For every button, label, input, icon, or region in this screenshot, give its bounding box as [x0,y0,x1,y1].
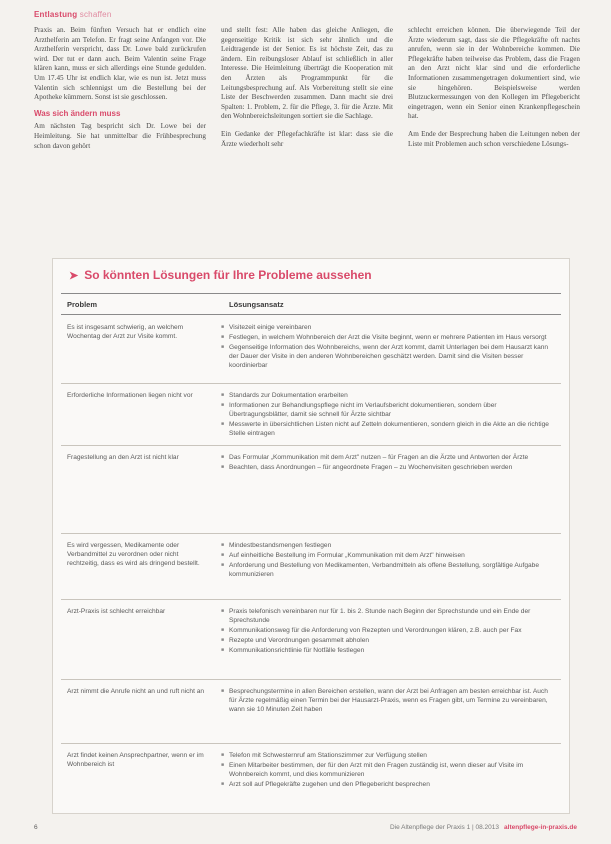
article-column-3 [408,26,580,149]
solution-list [221,751,555,790]
solution-item: ■ Festlegen, in welchem Wohnbereich der Arzt die Visite beginnt, wenn er mehrere Patienten im Haus versorgt [221,333,555,342]
table-row [61,679,561,744]
solution-item: ■ Auf einheitliche Bestellung im Formular „Kommunikation mit dem Arzt" hinweisen [221,551,555,560]
solution-item: ■ Telefon mit Schwesternruf am Stationszimmer zur Verfügung stellen [221,751,555,760]
section-label-sub: schaffen [79,10,112,19]
table-row [61,315,561,384]
article-column-2 [221,26,393,149]
solution-item: ■ Besprechungstermine in allen Bereichen erstellen, wann der Arzt bei Anfragen am besten erreichbar ist. Auch für Ärzte regelmäßig einen Termin bei der Hausarzt-Praxis, wenn es Fragen gibt, um Termine zu vereinbaren, wann sie 10 Minuten Zeit haben [221,687,555,714]
problem-cell: Es ist insgesamt schwierig, an welchem Wochentag der Arzt zur Visite kommt. [67,324,184,340]
table-header [61,293,561,315]
article-subheading: Was sich ändern muss [34,108,121,118]
article-paragraph: Am Ende der Besprechung haben die Leitungen neben der Liste mit Problemen auch schon verschiedene Lösungs- [408,129,580,148]
solution-list [221,541,555,580]
solution-item: ■ Visitezeit einige vereinbaren [221,323,555,332]
solution-item: ■ Anforderung und Bestellung von Medikamenten, Verbandmitteln als offene Bestellung, sorgfältige Aufgabe kommunizieren [221,561,555,579]
problem-cell: Erforderliche Informationen liegen nicht vor [67,392,193,399]
solution-item: ■ Kommunikationsweg für die Anforderung von Rezepten und Verordnungen klären, z.B. auch per Fax [221,626,555,635]
solution-list [221,687,555,715]
table-row [61,383,561,446]
section-label [34,10,111,19]
problem-cell: Es wird vergessen, Medikamente oder Verbandmittel zu verordnen oder nicht rechtzeitig, dass es wird als dringend bestellt. [67,542,200,567]
problem-cell: Fragestellung an den Arzt ist nicht klar [67,454,179,461]
box-title-text: So könnten Lösungen für Ihre Probleme aussehen [84,268,372,282]
solution-item: ■ Gegenseitige Information des Wohnbereichs, wenn der Arzt kommt, damit Unterlagen bei dem Hausarzt kann der Dauer der Visite in den anderen Wohnbereichen geschätzt werden. Damit sind die Visiten besser koordinierbar [221,343,555,370]
arrow-right-icon: ➤ [69,269,79,282]
solution-item: ■ Standards zur Dokumentation erarbeiten [221,391,555,400]
magazine-url: altenpflege-in-praxis.de [504,824,577,831]
box-title [53,259,569,291]
article-column-1 [34,26,206,151]
section-label-main: Entlastung [34,10,78,19]
column-header-problem: Problem [67,300,98,309]
article-paragraph: Am nächsten Tag bespricht sich Dr. Lowe bei der Heimleitung. Sie hat unmittelbar die Frühbesprechung schon davon gehört [34,122,206,150]
table-row [61,743,561,805]
article-paragraph: Praxis an. Beim fünften Versuch hat er endlich eine Arzthelferin am Telefon. Er fragt seine Anfangen vor. Die Arzthelferin verspricht, dass Dr. Lowe bald zurückrufen wird. Der tut er dann auch. Beim Valentin seine Frage klären kann, muss er sich allerdings eine Stunde gedulden. Um 17.45 Uhr ist endlich klar, wie es nun ist. Jetzt muss Valentin sich schlennigst um die Bestellung bei der Apotheke kümmern. Sonst ist sie geschlossen. [34,26,206,102]
solution-list [221,607,555,656]
solution-item: ■ Einen Mitarbeiter bestimmen, der für den Arzt mit den Fragen zuständig ist, wenn dieser auf Visite im Wohnbereich kommt, und dies kommunizieren [221,761,555,779]
article-paragraph: und stellt fest: Alle haben das gleiche Anliegen, die gegenseitige Kritik ist sich sehr ähnlich und die Leidtragende ist der Senior. Es ist höchste Zeit, das zu ändern. Ein reibungsloser Ablauf ist schließlich in aller Interesse. Die Heimleitung überträgt die Kooperation mit den Ärzten als Programmpunkt für die Leitungsbesprechung auf. Als Vorbereitung stellt sie eine Liste der Beschwerden zusammen. Dann macht sie drei Spalten: 1. Problem, 2. für die Pflege, 3. für die Ärzte. Mit den Wohnbereichsleitungen sortiert sie die Sachlage. [221,26,393,121]
table-row [61,533,561,600]
problem-cell: Arzt findet keinen Ansprechpartner, wenn er im Wohnbereich ist [67,752,204,768]
column-header-solution: Lösungsansatz [229,300,284,309]
solution-list [221,323,555,371]
solution-item: ■ Das Formular „Kommunikation mit dem Arzt" nutzen – für Fragen an die Ärzte und Antworten der Ärzte [221,453,555,462]
solution-item: ■ Beachten, dass Anordnungen – für angeordnete Fragen – zu Wochenvisiten geschrieben werden [221,463,555,472]
solution-item: ■ Arzt soll auf Pflegekräfte zugehen und den Pflegebericht besprechen [221,780,555,789]
solutions-box [52,258,570,814]
solution-item: ■ Rezepte und Verordnungen gesammelt abholen [221,636,555,645]
table-row [61,445,561,534]
page-number: 6 [34,824,38,831]
problem-cell: Arzt nimmt die Anrufe nicht an und ruft nicht an [67,688,205,695]
article-paragraph: schlecht erreichen können. Die überwiegende Teil der Ärzte wiederum sagt, dass sie die Pflegekräfte oft nachts anrufen, wenn sie in der Wohnbereiche kommen. Die Pflegekräfte haben teilweise das Problem, dass die Fragen an den Arzt nicht klar sind und die erforderliche Informationen zusammengetragen dokumentiert sind, wie sie hingehören. Beispielsweise werden Blutzuckermessungen von den Kollegen im Pflegebericht eingetragen, wenn ein Senior einen Krankenpflegeschein hat. [408,26,580,121]
solution-list [221,453,555,473]
table-row [61,599,561,680]
solution-item: ■ Kommunikationsrichtlinie für Notfälle festlegen [221,646,555,655]
problem-cell: Arzt-Praxis ist schlecht erreichbar [67,608,166,615]
page-footer [0,822,611,836]
solution-item: ■ Mindestbestandsmengen festlegen [221,541,555,550]
solution-item: ■ Praxis telefonisch vereinbaren nur für 1. bis 2. Stunde nach Beginn der Sprechstunde und ein Ende der Sprechstunde [221,607,555,625]
magazine-name: Die Altenpflege der Praxis 1 | 08.2013 [389,824,499,831]
article-paragraph: Ein Gedanke der Pflegefachkräfte ist klar: dass sie die Ärzte wiederholt sehr [221,129,393,148]
solution-item: ■ Messwerte in übersichtlichen Listen nicht auf Zetteln dokumentieren, sondern gleich in die Akte an die richtige Stelle eintragen [221,420,555,438]
solution-item: ■ Informationen zur Behandlungspflege nicht im Verlaufsbericht dokumentieren, sondern über Übertragungsblätter, damit sie schnell für Ärzte sichtbar [221,401,555,419]
solution-list [221,391,555,439]
